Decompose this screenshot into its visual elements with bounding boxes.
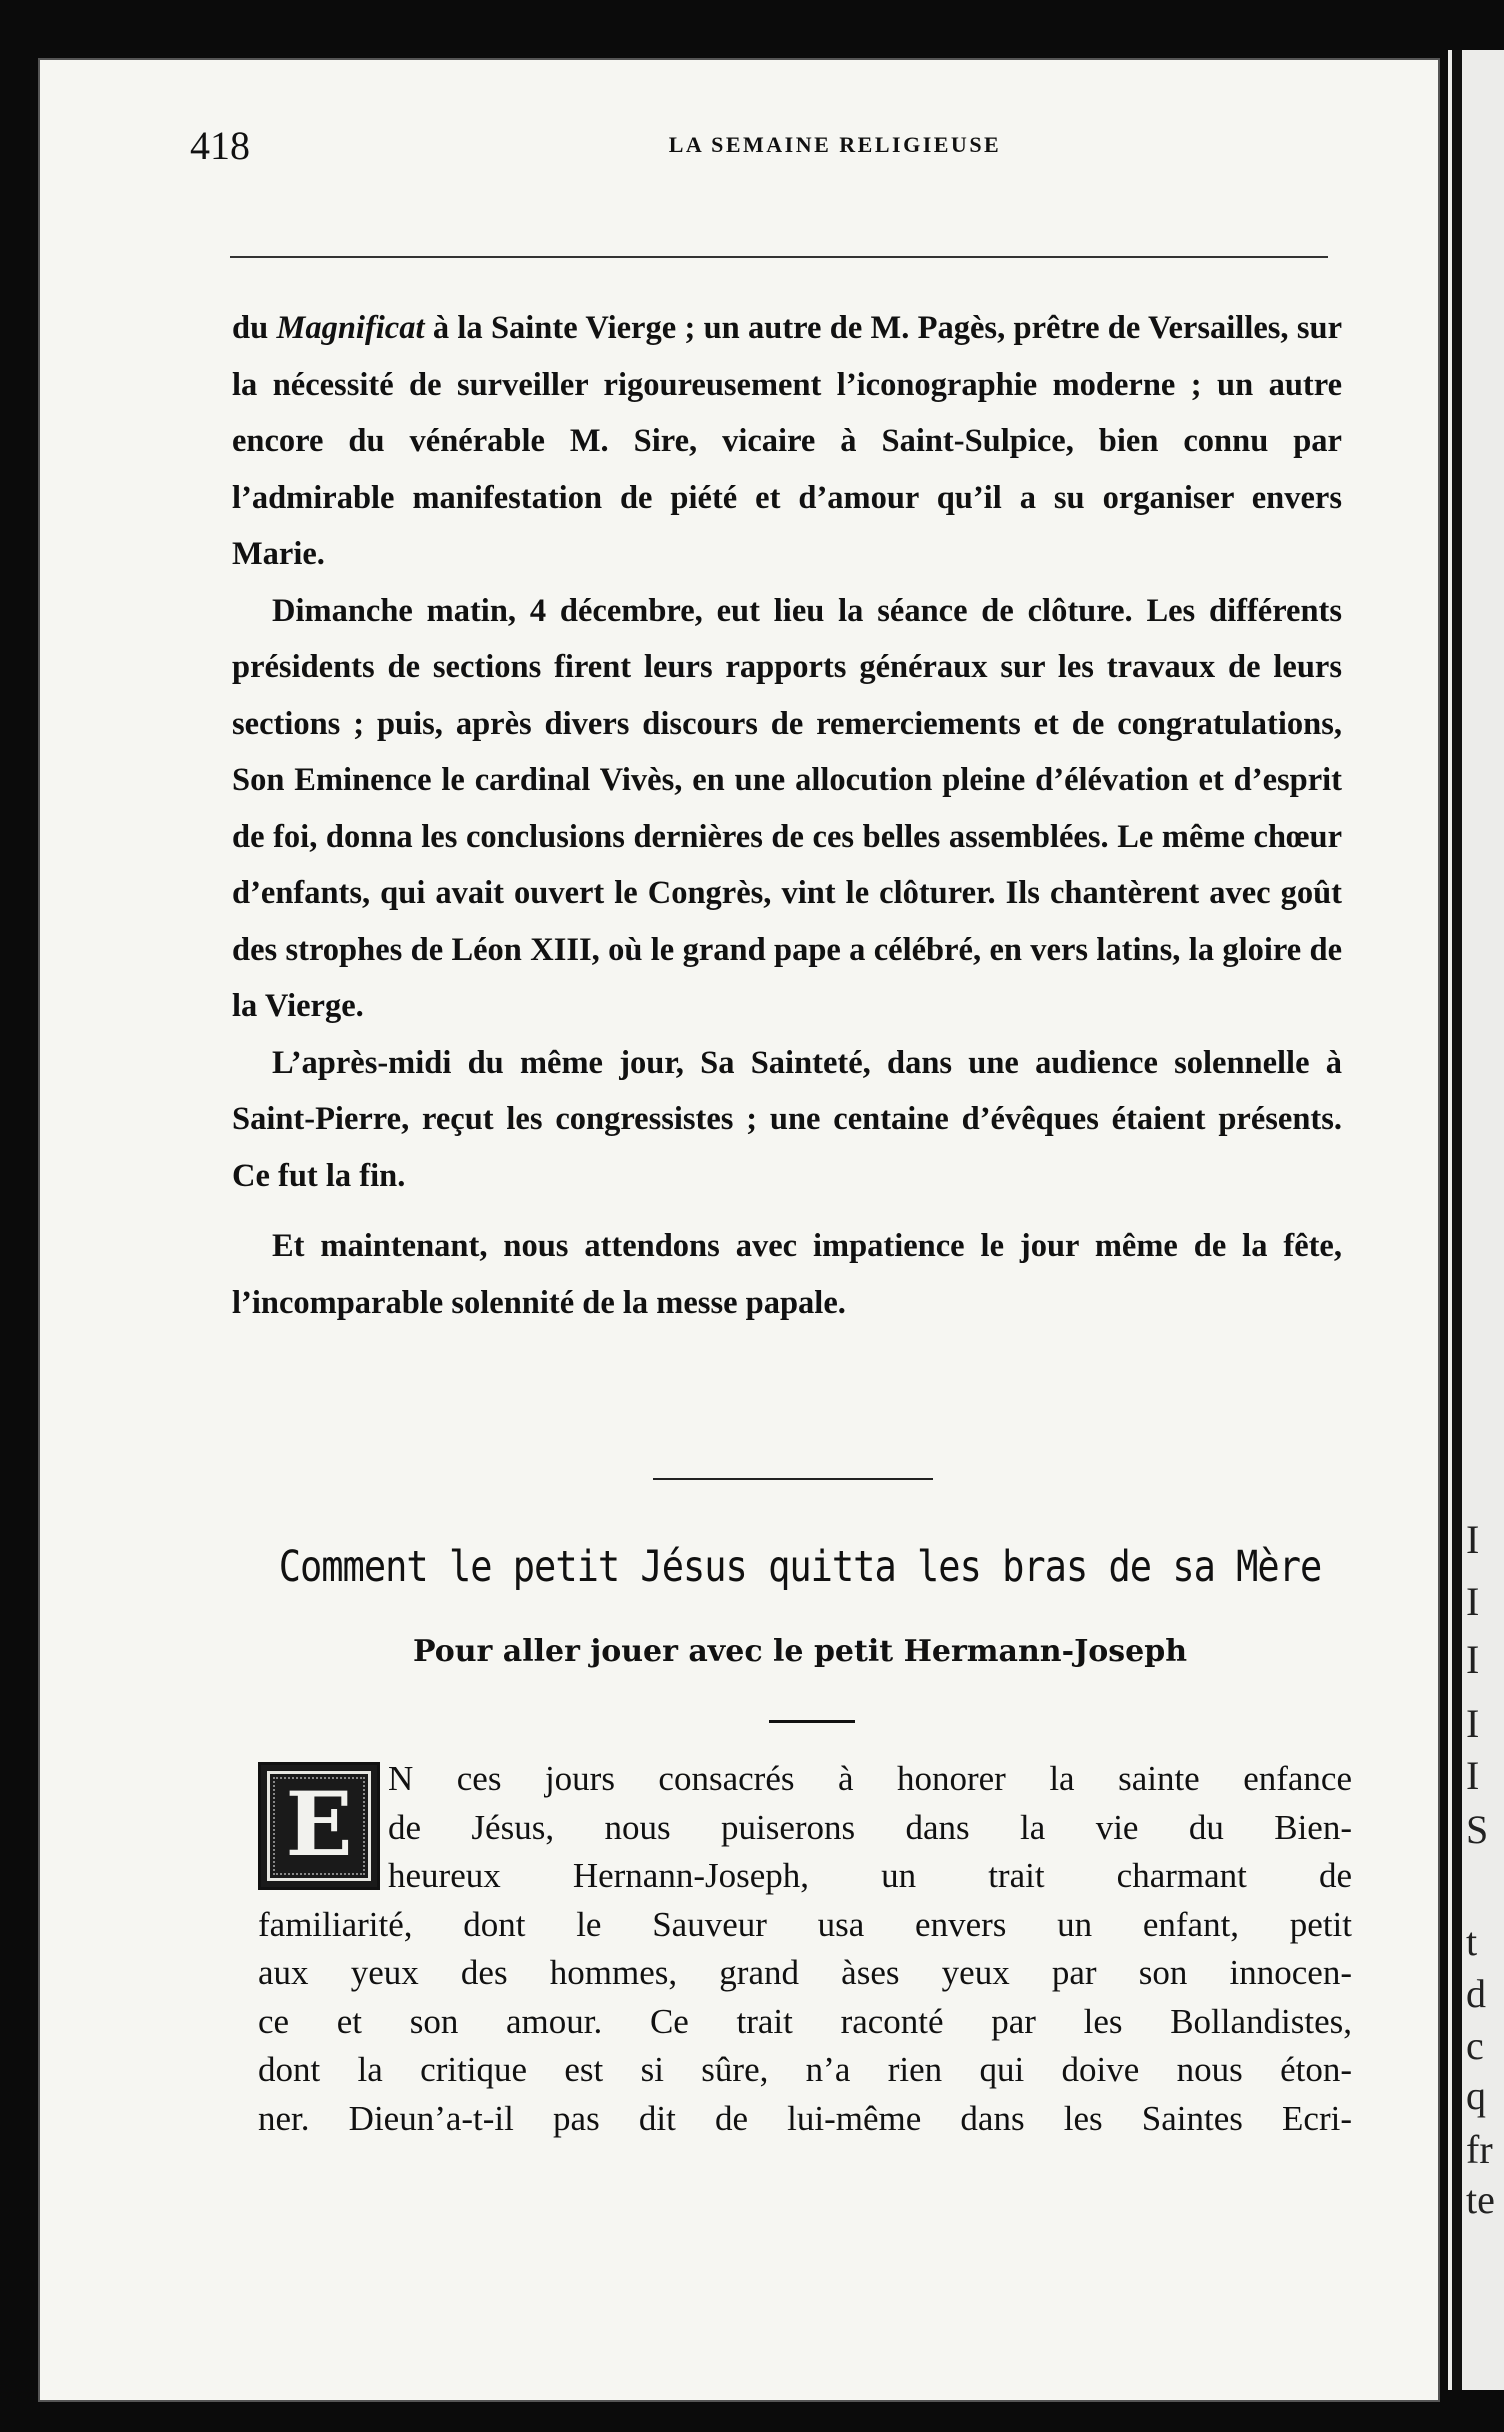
article-line: familiarité, dont le Sauveur usa envers un enfant, petit <box>258 1904 1352 1944</box>
article-line: N ces jours consacrés à honorer la sainte enfance <box>388 1759 1352 1798</box>
subtitle-divider <box>769 1720 855 1723</box>
adjacent-page-fragment: t <box>1466 1919 1478 1964</box>
page-gutter-shadow <box>1452 50 1462 2390</box>
article-line: de Jésus, nous puiserons dans la vie du Bien- <box>388 1807 1352 1847</box>
dropcap-letter: E <box>285 1772 353 1876</box>
paragraph: Et maintenant, nous attendons avec impatience le jour même de la fête, l’incomparable solennité de la messe papale. <box>232 1228 1342 1321</box>
adjacent-page-fragment: I <box>1466 1701 1480 1746</box>
article-line: aux yeux des hommes, grand àses yeux par son innocen- <box>258 1953 1352 1992</box>
body-text <box>232 300 1342 1331</box>
adjacent-page-fragment: I <box>1466 1517 1480 1562</box>
adjacent-page-edge <box>1448 50 1504 2390</box>
paragraph-text: du <box>232 310 277 346</box>
page-header <box>190 122 1330 174</box>
article-line: ner. Dieun’a-t-il pas dit de lui-même dans les Saintes Ecri- <box>258 2098 1352 2138</box>
article-line: dont la critique est si sûre, n’a rien qui doive nous éton- <box>258 2050 1352 2089</box>
article-title: Comment le petit Jésus quitta les bras de sa Mère <box>278 1541 1322 1592</box>
paragraph: Dimanche matin, 4 décembre, eut lieu la séance de clôture. Les différents présidents de sections firent leurs rapports généraux sur les travaux de leurs sections ; puis, après divers discours de remerciements et de congratulations, Son Eminence le cardinal Vivès, en une allocution pleine d’élévation et d’esprit de foi, donna les conclusions dernières de ces belles assemblées. Le même chœur d’enfants, qui avait ouvert le Congrès, vint le clôturer. Ils chantèrent avec goût des strophes de Léon XIII, où le grand pape a célébré, en vers latins, la gloire de la Vierge. <box>232 592 1342 1024</box>
header-rule <box>230 256 1328 258</box>
page-number: 418 <box>190 123 250 168</box>
section-divider <box>653 1478 933 1480</box>
adjacent-page-fragment: I <box>1466 1579 1480 1624</box>
paragraph: L’après-midi du même jour, Sa Sainteté, dans une audience solennelle à Saint-Pierre, reçut les congressistes ; une centaine d’évêques étaient présents. Ce fut la fin. <box>232 1044 1342 1194</box>
article-subtitle: Pour aller jouer avec le petit Hermann-Joseph <box>412 1634 1188 1669</box>
article-text <box>258 1755 1352 2143</box>
adjacent-page-fragment: I <box>1466 1637 1480 1682</box>
adjacent-page-fragment: d <box>1466 1971 1486 2016</box>
adjacent-page-fragment: S <box>1466 1807 1489 1852</box>
adjacent-page-fragment: fr <box>1466 2127 1493 2172</box>
emphasis-magnificat: Magnificat <box>276 310 425 346</box>
adjacent-page-fragment: c <box>1466 2023 1484 2068</box>
paragraph <box>232 300 1342 583</box>
article-line: ce et son amour. Ce trait raconté par les Bollandistes, <box>258 2001 1352 2041</box>
adjacent-page-fragment: te <box>1466 2177 1495 2222</box>
adjacent-page-fragment: I <box>1466 1753 1480 1798</box>
running-title: LA SEMAINE RELIGIEUSE <box>668 132 1002 157</box>
article-line: heureux Hernann-Joseph, un trait charmant de <box>388 1856 1352 1895</box>
paragraph-text: à la Sainte Vierge ; un autre de M. Pagès, prêtre de Versailles, sur la nécessité de surveiller rigoureusement l’iconographie moderne ; un autre encore du vénérable M. Sire, vicaire à Saint-Sulpice, bien connu par l’admirable manifestation de piété et d’amour qu’il a su organiser envers Marie. <box>232 310 1342 572</box>
adjacent-page-fragment: q <box>1466 2073 1486 2118</box>
